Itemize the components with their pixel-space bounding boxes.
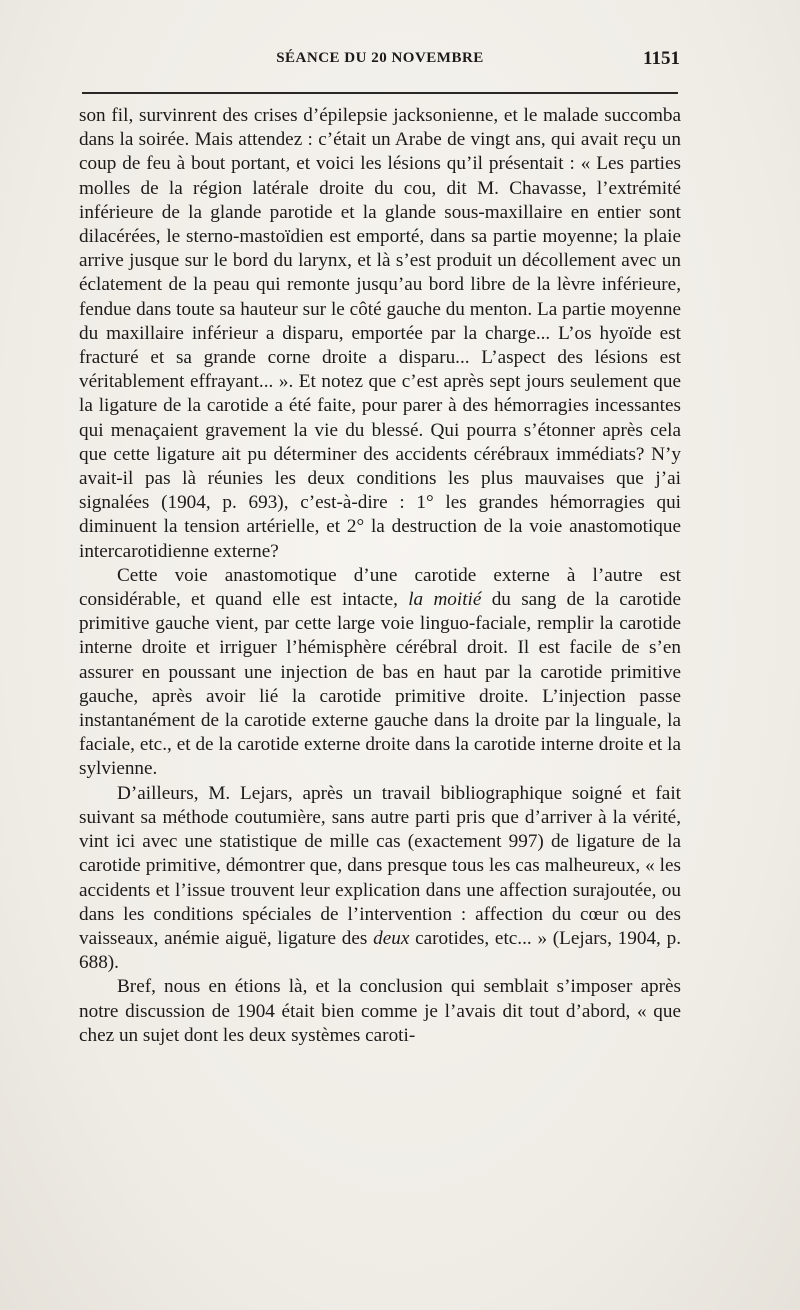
paragraph-text: carotides, etc... » (Lejars, 1904, p. 688). [79,927,681,974]
running-title: SÉANCE DU 20 NOVEMBRE [276,50,484,66]
paragraph-text: Bref, nous en étions là, et la conclusion qui semblait s’imposer après notre discussion de 1904 était bien comme je l’avais dit tout d’abord, « que chez un sujet dont les deux systèmes caroti- [79,976,681,1046]
running-header [80,50,680,74]
body-text [79,104,681,1048]
italic-emphasis: la moitié [408,589,482,611]
paragraph-text: D’ailleurs, M. Lejars, après un travail bibliographique soigné et fait suivant sa méthode coutumière, sans autre parti pris que d’arriver à la vérité, vint ici avec une statistique de mille cas (exactement 997) de ligature de la carotide primitive, démontrer que, dans presque tous les cas malheureux, « les accidents et l’issue trouvent leur explication dans une affection surajoutée, ou dans les conditions spéciales de l’intervention : affection du cœur ou des vaisseaux, anémie aiguë, ligature des [79,782,681,949]
paragraph [79,104,681,564]
paragraph-text: son fil, survinrent des crises d’épilepsie jacksonienne, et le malade succomba dans la soirée. Mais attendez : c’était un Arabe de vingt ans, qui avait reçu un coup de feu à bout portant, et voici les lésions qu’il présentait : « Les parties molles de la région latérale droite du cou, dit M. Chavasse, l’extrémité inférieure de la glande parotide et la glande sous-maxillaire en entier sont dilacérées, le sterno-mastoïdien est emporté, dans sa partie moyenne; la plaie arrive jusque sur le bord du larynx, et là s’est produit un décollement avec un éclatement de la peau qui remonte jusqu’au bord libre de la lèvre inférieure, fendue dans toute sa hauteur sur le côté gauche du menton. La partie moyenne du maxillaire inférieur a disparu, emportée par la charge... L’os hyoïde est fracturé et sa grande corne droite a disparu... L’aspect des lésions est véritablement effrayant... ». Et notez que c’est après sept jours seulement que la ligature de la carotide a été faite, pour parer à des hémorragies incessantes qui menaçaient gravement la vie du blessé. Qui pourra s’étonner après cela que cette ligature ait pu déterminer des accidents cérébraux immédiats? N’y avait-il pas là réunies les deux conditions les plus mauvaises que j’ai signalées (1904, p. 693), c’est-à-dire : 1° les grandes hémorragies qui diminuent la tension artérielle, et 2° la destruction de la voie anastomotique intercarotidienne externe? [79,105,681,562]
header-rule [82,92,678,94]
page-number: 1151 [643,48,680,69]
paragraph-text: Cette voie anastomotique d’une carotide externe à l’autre est considérable, et quand elle est intacte, [79,564,681,611]
paragraph [79,782,681,976]
italic-emphasis: deux [373,927,410,949]
paragraph [79,564,681,782]
paragraph-text: du sang de la carotide primitive gauche vient, par cette large voie linguo-faciale, remplir la carotide interne droite et irriguer l’hémisphère cérébral droit. Il est facile de s’en assurer en poussant une injection de bas en haut par la carotide primitive gauche, après avoir lié la carotide primitive droite. L’injection passe instantanément de la carotide externe gauche dans la droite par la linguale, la faciale, etc., et de la carotide externe droite dans la carotide interne droite et la sylvienne. [79,589,681,780]
paragraph [79,975,681,1048]
